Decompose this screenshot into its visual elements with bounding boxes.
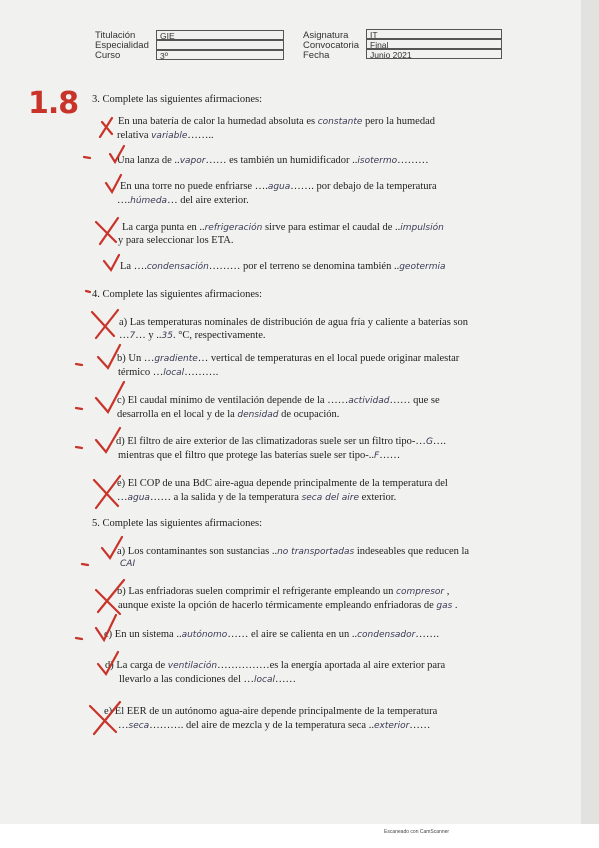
q3-b-answer: vapor xyxy=(179,156,206,166)
check-mark-q3e xyxy=(104,255,119,270)
cross-mark-q4e xyxy=(94,476,120,508)
q4-d-answer2: F xyxy=(374,451,380,461)
q5-b-answer2: gas xyxy=(436,601,453,611)
q4-item-a-line2: …7… y ..35. °C, respectivamente. xyxy=(119,330,266,341)
q5-item-b-line2: aunque existe la opción de hacerlo térmicamente empleando enfriadoras de gas . xyxy=(118,600,458,611)
q3-e-answer: condensación xyxy=(146,262,209,272)
q3-item-c: En una torre no puede enfriarse ….agua……. por debajo de la temperatura xyxy=(120,181,437,192)
q4-b-answer2: local xyxy=(163,368,185,378)
q3-title: 3. Complete las siguientes afirmaciones: xyxy=(92,94,262,105)
check-mark-q5c xyxy=(96,615,116,640)
check-mark-q5a xyxy=(102,537,122,558)
check-mark-q3c xyxy=(106,175,121,192)
especialidad-label: Especialidad xyxy=(95,40,149,51)
q3-item-a-line2: relativa variable…….. xyxy=(117,130,214,141)
fecha-field: Junio 2021 xyxy=(366,49,502,59)
q4-item-c: c) El caudal mínimo de ventilación depende de la ……actividad…… que se xyxy=(117,395,440,406)
cross-mark-q3a xyxy=(100,118,112,137)
q3-item-e: La ….condensación……… por el terreno se denomina también ..geotermia xyxy=(120,261,446,272)
convocatoria-label: Convocatoria xyxy=(303,40,359,51)
q5-item-d: d) La carga de ventilación……………es la energía aportada al aire exterior para xyxy=(105,660,446,671)
q3-item-a: En una batería de calor la humedad absoluta es constante pero la humedad xyxy=(118,116,435,127)
q4-c-answer2: densidad xyxy=(237,410,279,420)
q3-item-d-line2: y para seleccionar los ETA. xyxy=(118,235,234,246)
q5-d-answer2: local xyxy=(254,675,275,685)
q4-item-d: d) El filtro de aire exterior de las climatizadoras suele ser un filtro tipo-…G…. xyxy=(116,436,447,447)
q4-e-answer2: seca del aire xyxy=(301,493,359,503)
q3-c-answer2: húmeda xyxy=(130,196,168,206)
cross-mark-q4a xyxy=(92,310,118,338)
q4-title: 4. Complete las siguientes afirmaciones: xyxy=(92,289,262,300)
q5-item-a: a) Los contaminantes son sustancias ..no transportadas indeseables que reducen la xyxy=(117,546,470,557)
q5-item-b: b) Las enfriadoras suelen comprimir el refrigerante empleando un compresor , xyxy=(117,586,450,597)
curso-field: 3º xyxy=(156,50,284,60)
q4-item-b-line2: térmico …local………. xyxy=(118,367,219,378)
dash-mark-q4d xyxy=(76,447,82,448)
check-mark-q4b xyxy=(98,345,120,368)
dash-mark-q5c xyxy=(76,638,82,639)
q3-item-b: Una lanza de ..vapor…… es también un humidificador ..isotermo……… xyxy=(117,155,429,166)
titulacion-field: GIE xyxy=(156,30,284,40)
q3-a-answer2: variable xyxy=(151,131,188,141)
check-mark-q5d xyxy=(98,652,118,674)
check-mark-q4c xyxy=(96,382,124,412)
q4-d-answer: G xyxy=(425,437,433,447)
q4-b-answer: gradiente xyxy=(154,354,198,364)
dash-mark-q5a xyxy=(82,564,88,565)
q5-a-answer2: CAI xyxy=(120,559,136,569)
q4-item-e: e) El COP de una BdC aire-agua depende principalmente de la temperatura del xyxy=(117,478,448,489)
dot-mark-q4 xyxy=(86,291,90,292)
q4-c-answer: actividad xyxy=(348,396,390,406)
q4-item-c-line2: desarrolla en el local y de la densidad de ocupación. xyxy=(117,409,340,420)
q5-a-answer: no transportadas xyxy=(277,547,355,557)
dash-mark-q4b xyxy=(76,364,82,365)
fecha-label: Fecha xyxy=(303,50,330,61)
check-mark-q3b xyxy=(110,146,124,162)
q5-title: 5. Complete las siguientes afirmaciones: xyxy=(92,518,262,529)
scanner-footer: Escaneado con CamScanner xyxy=(384,829,450,835)
convocatoria-field: Final xyxy=(366,39,502,49)
q3-d-answer: refrigeración xyxy=(204,223,263,233)
q5-c-answer2: condensador xyxy=(357,630,416,640)
q4-item-b: b) Un …gradiente… vertical de temperaturas en el local puede originar malestar xyxy=(117,353,460,364)
cross-mark-q5e xyxy=(90,702,120,734)
q5-b-answer: compresor xyxy=(396,587,445,597)
q3-e-answer2: geotermia xyxy=(399,262,446,272)
q5-item-e-line2: …seca………. del aire de mezcla y de la temperatura seca ..exterior…… xyxy=(118,720,431,731)
q4-item-a: a) Las temperaturas nominales de distribución de agua fría y caliente a baterías son xyxy=(119,317,468,328)
q3-c-answer: agua xyxy=(267,182,291,192)
q3-item-c-line2: ….húmeda… del aire exterior. xyxy=(117,195,249,206)
cross-mark-q5b xyxy=(96,580,124,614)
q4-item-d-line2: mientras que el filtro que protege las baterías suele ser tipo-..F…… xyxy=(118,450,401,461)
q5-d-answer: ventilación xyxy=(167,661,218,671)
q4-a-answer1: 7 xyxy=(129,331,136,341)
q3-d-answer2: impulsión xyxy=(400,223,444,233)
q5-e-answer: seca xyxy=(128,721,150,731)
check-mark-q4d xyxy=(96,428,120,452)
q3-a-answer: constante xyxy=(317,117,363,127)
q5-item-c: c) En un sistema ..autónomo…… el aire se calienta en un ..condensador……. xyxy=(104,629,439,640)
cross-mark-q3d xyxy=(96,218,118,244)
q4-item-e-line2: …agua…… a la salida y de la temperatura seca del aire exterior. xyxy=(117,492,397,503)
q5-c-answer: autónomo xyxy=(181,630,228,640)
q4-a-answer2: 35 xyxy=(161,331,173,341)
q4-e-answer: agua xyxy=(127,493,150,503)
dash-mark-q4c xyxy=(76,408,82,409)
dash-mark-q3b xyxy=(84,157,90,158)
q5-item-e: e) El EER de un autónomo agua-aire depende principalmente de la temperatura xyxy=(104,706,438,717)
q3-item-d: La carga punta en ..refrigeración sirve para estimar el caudal de ..impulsión xyxy=(122,222,444,233)
asignatura-field: IT xyxy=(366,29,502,39)
titulacion-label: Titulación xyxy=(95,30,136,41)
q3-b-answer2: isotermo xyxy=(357,156,398,166)
curso-label: Curso xyxy=(95,50,121,61)
score-mark: 1.8 xyxy=(28,86,79,121)
asignatura-label: Asignatura xyxy=(303,30,349,41)
q5-item-d-line2: llevarlo a las condiciones del …local…… xyxy=(119,674,296,685)
q5-e-answer2: exterior xyxy=(373,721,410,731)
